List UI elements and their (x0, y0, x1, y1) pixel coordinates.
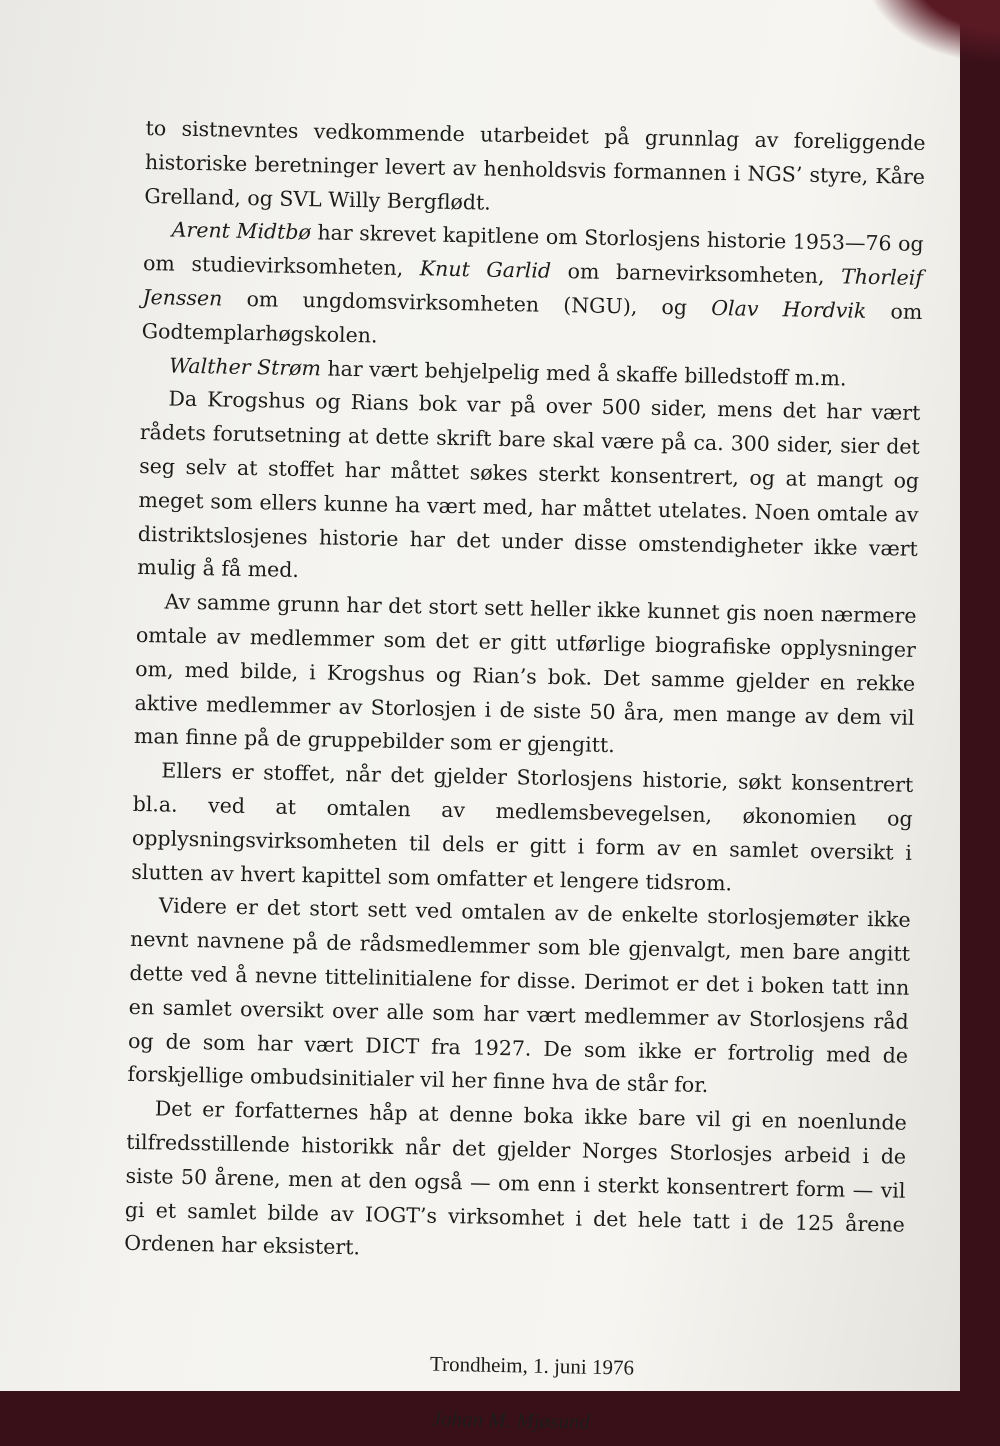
text-segment: har vært behjelpelig med å skaffe billedstoff m.m. (320, 355, 847, 391)
paragraph (124, 1092, 907, 1276)
paragraph-list (124, 112, 926, 1276)
italic-name: Thorleif Jenssen (142, 264, 924, 311)
page-corner-shadow (840, 0, 1000, 80)
text-segment: Ellers er stoffet, når det gjelder Storlosjens historie, søkt konsentrert bl.a. ved at omtalen av medlemsbevegelsen, økonomien og opplysningsvirksomheten til dels er gitt i form av en samlet oversikt i slutten av hvert kapittel som omfatter et lengere tidsrom. (131, 758, 914, 895)
italic-name: Olav Hordvik (711, 295, 867, 323)
text-segment: om Godtemplarhøgskolen. (141, 298, 923, 348)
text-segment: har skrevet kapitlene om Storlosjens historie 1953—76 og om studievirksomheten, (142, 220, 924, 281)
text-segment: om barnevirksomheten, (550, 258, 842, 289)
place-date: Trondheim, 1. juni 1976 (429, 1351, 635, 1380)
paragraph (131, 754, 913, 904)
text-segment: Av samme grunn har det stort sett heller ikke kunnet gis noen nærmere omtale av medlemmer som det er gitt utførlige biografiske opplysninger om, med bilde, i Krogshus og Rian’s bok. Det samme gjelder en rekke aktive medlemmer av Storlosjen i de siste 50 åra, men mange av dem vil man finne på de gruppebilder som er gjengitt. (133, 589, 917, 758)
paragraph (127, 889, 911, 1107)
text-segment: om ungdomsvirksomheten (NGU), og (222, 286, 712, 320)
paragraph (137, 382, 921, 600)
text-segment: Da Krogshus og Rians bok var på over 500 sider, mens det har vært rådets forutsetning at dette skrift bare skal være på ca. 300 sider, sier det seg selv at stoffet har måttet søkes sterkt konsentrert, og at mangt og meget som ellers kunne ha vært med, har måttet utelates. Noen omtale av distriktslosjenes historie har det under disse omstendigheter ikke vært mulig å få med. (137, 386, 921, 583)
paragraph (141, 213, 923, 363)
text-segment: Det er forfatternes håp at denne boka ikke bare vil gi en noenlunde tilfredsstillende historikk når det gjelder Norges Storlosjes arbeid i de siste 50 årene, men at den også — om enn i sterkt konsentrert form — vil gi et samlet bilde av IOGT’s virksomhet i det hele tatt i de 125 årene Ordenen har eksistert. (124, 1096, 907, 1260)
italic-name: Walther Strøm (168, 353, 322, 380)
author-signature: Johan M. Mjøsund (431, 1406, 591, 1434)
italic-name: Arent Midtbø (171, 217, 312, 245)
italic-name: Knut Garlid (419, 256, 552, 283)
text-segment: Videre er det stort sett ved omtalen av de enkelte storlosjemøter ikke nevnt navnene på de rådsmedlemmer som ble gjenvalgt, men bare angitt dette ved å nevne tittelinitialene for disse. Derimot er det i boken tatt inn en samlet oversikt over alle som har vært medlemmer av Storlosjens råd og de som har vært DICT fra 1927. De som ikke er fortrolig med de forskjellige ombudsinitialer vil her finne hva de står for. (127, 893, 911, 1098)
paragraph (134, 585, 917, 769)
paragraph (144, 112, 926, 228)
text-segment: to sistnevntes vedkommende utarbeidet på grunnlag av foreliggende historiske beretninger levert av henholdsvis formannen i NGS’ styre, Kåre Grelland, og SVL Willy Bergflødt. (144, 115, 926, 215)
body-text (124, 112, 926, 1434)
